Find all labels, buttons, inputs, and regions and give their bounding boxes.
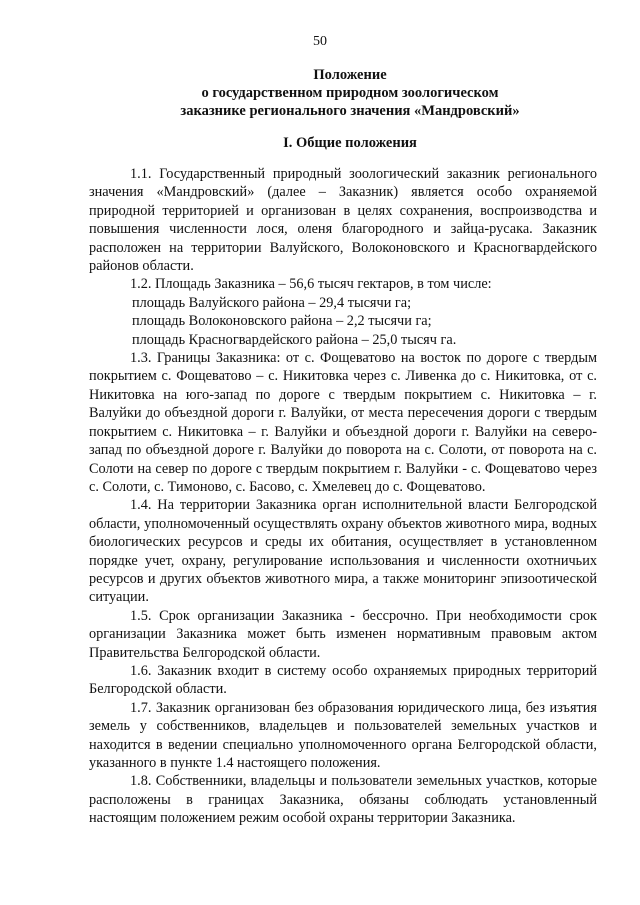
title-line-2: о государственном природном зоологическом — [201, 85, 499, 101]
title-line-3: заказнике регионального значения «Мандровский» — [180, 103, 520, 119]
area-line-valuysky: площадь Валуйского района – 29,4 тысячи га; — [132, 294, 412, 311]
section-heading: I. Общие положения — [283, 135, 417, 151]
paragraph-1-6: 1.6. Заказник входит в систему особо охраняемых природных территорий Белгородской области. — [89, 662, 597, 698]
paragraph-1-1: 1.1. Государственный природный зоологический заказник регионального значения «Мандровский» (далее – Заказник) является особо охраняемой природной территорией и организован в целях сохранения, воспроизводства и повышения численности лося, оленя благородного и зайца-русака. Заказник расположен на территории Валуйского, Волоконовского и Красногвардейского районов области. — [89, 166, 597, 275]
paragraph-1-4: 1.4. На территории Заказника орган исполнительной власти Белгородской области, уполномоченный осуществлять охрану объектов животного мира, водных биологических ресурсов и среды их обитания, осуществляет в установленном порядке учет, охрану, регулирование использования и численности охотничьих ресурсов и других объектов животного мира, а также мониторинг эпизоотической ситуации. — [89, 497, 597, 606]
paragraph-1-7: 1.7. Заказник организован без образования юридического лица, без изъятия земель у собственников, владельцев и пользователей земельных участков и находится в ведении специально уполномоченного органа Белгородской области, указанного в пункте 1.4 настоящего положения. — [89, 699, 597, 771]
title-line-1: Положение — [313, 67, 387, 83]
document-title — [120, 66, 580, 120]
paragraph-1-2: 1.2. Площадь Заказника – 56,6 тысяч гектаров, в том числе: — [130, 276, 492, 293]
paragraph-1-8: 1.8. Собственники, владельцы и пользователи земельных участков, которые расположены в границах Заказника, обязаны соблюдать установленный настоящим положением режим особой охраны территории Заказника. — [89, 773, 597, 827]
page-number: 50 — [313, 34, 327, 49]
area-line-volokonovsky: площадь Волоконовского района – 2,2 тысячи га; — [132, 313, 432, 330]
document-body — [89, 165, 597, 828]
paragraph-1-5: 1.5. Срок организации Заказника - бессрочно. При необходимости срок организации Заказника может быть изменен нормативным правовым актом Правительства Белгородской области. — [89, 607, 597, 661]
area-line-krasnogvardeysky: площадь Красногвардейского района – 25,0 тысяч га. — [132, 331, 457, 348]
paragraph-1-3: 1.3. Границы Заказника: от с. Фощеватово на восток по дороге с твердым покрытием с. Фощеватово – с. Никитовка через с. Ливенка до с. Никитовка, от с. Никитовка на юго-запад по дороге с твердым покрытием с. Никитовка – г. Валуйки до объездной дороги г. Валуйки, от места пересечения дороги с твердым покрытием с. Никитовка – г. Валуйки и объездной дороги г. Валуйки на северо-запад по объездной дороге г. Валуйки до поворота на с. Солоти, от поворота на с. Солоти на север по дороге с твердым покрытием г. Валуйки - с. Фощеватово через с. Солоти, с. Тимоново, с. Басово, с. Хмелевец до с. Фощеватово. — [89, 350, 597, 495]
